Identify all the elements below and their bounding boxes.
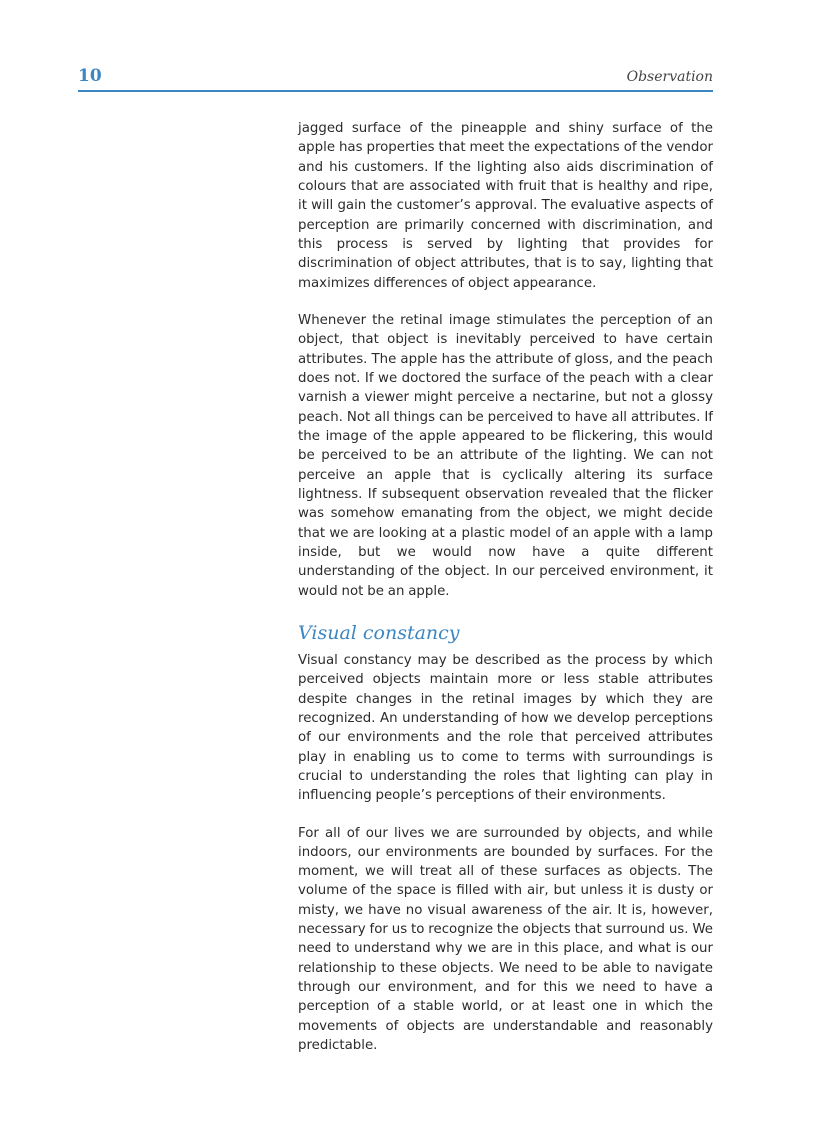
- page-header: [78, 66, 713, 92]
- section-heading: Visual constancy: [298, 621, 460, 644]
- page-number: 10: [78, 66, 102, 86]
- paragraph-2: Whenever the retinal image stimulates the perception of an object, that object is inevitably perceived to have certain attributes. The apple has the attribute of gloss, and the peach does not. If we doctored the surface of the peach with a clear varnish a viewer might perceive a nectarine, but not a glossy peach. Not all things can be perceived to have all attributes. If the image of the apple appeared to be flickering, this would be perceived to be an attribute of the lighting. We can not perceive an apple that is cyclically altering its surface lightness. If subsequent observation revealed that the flicker was somehow emanating from the object, we might decide that we are looking at a plastic model of an apple with a lamp inside, but we would now have a quite different understanding of the object. In our perceived environment, it would not be an apple.: [298, 312, 713, 599]
- body-column: [298, 119, 713, 1055]
- paragraph-4: For all of our lives we are surrounded by objects, and while indoors, our environments are bounded by surfaces. For the moment, we will treat all of these surfaces as objects. The volume of the space is filled with air, but unless it is dusty or misty, we have no visual awareness of the air. It is, however, necessary for us to recognize the objects that surround us. We need to understand why we are in this place, and what is our relationship to these objects. We need to be able to navigate through our environment, and for this we need to have a perception of a stable world, or at least one in which the movements of objects are understandable and reasonably predictable.: [298, 825, 713, 1054]
- running-head: Observation: [626, 69, 713, 85]
- header-rule: [78, 90, 713, 92]
- paragraph-3: Visual constancy may be described as the process by which perceived objects maintain more or less stable attributes despite changes in the retinal images by which they are recognized. An understanding of how we develop perceptions of our environments and the role that perceived attributes play in enabling us to come to terms with surroundings is crucial to understanding the roles that lighting can play in influencing people’s perceptions of their environments.: [298, 652, 713, 804]
- paragraph-1: jagged surface of the pineapple and shiny surface of the apple has properties that meet the expectations of the vendor and his customers. If the lighting also aids discrimination of colours that are associated with fruit that is healthy and ripe, it will gain the customer’s approval. The evaluative aspects of perception are primarily concerned with discrimination, and this process is served by lighting that provides for discrimination of object attributes, that is to say, lighting that maximizes differences of object appearance.: [298, 121, 713, 291]
